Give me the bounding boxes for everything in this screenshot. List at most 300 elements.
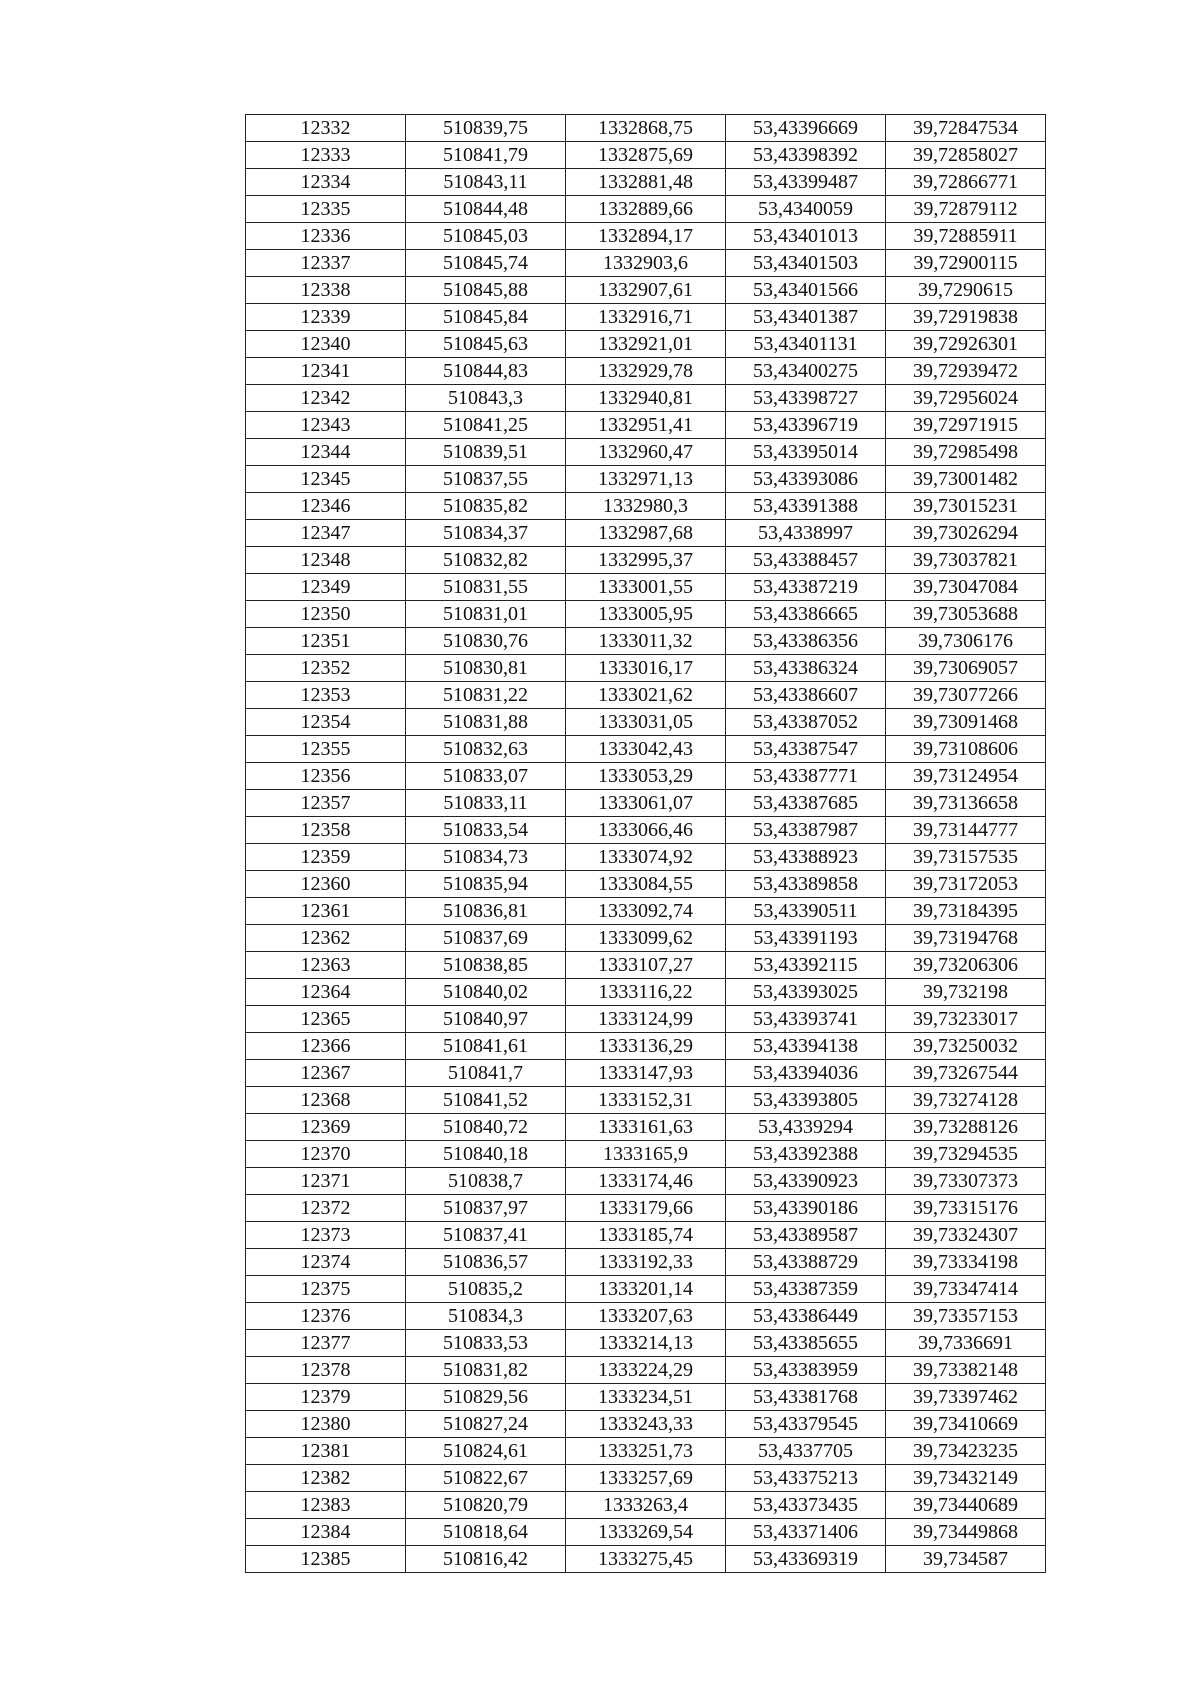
point-number-cell: 12338 [246,277,406,304]
point-number-cell: 12350 [246,601,406,628]
point-number-cell: 12337 [246,250,406,277]
longitude-cell: 39,72956024 [886,385,1046,412]
x-coordinate-cell: 510841,25 [406,412,566,439]
latitude-cell: 53,43381768 [726,1384,886,1411]
latitude-cell: 53,4338997 [726,520,886,547]
latitude-cell: 53,43386356 [726,628,886,655]
longitude-cell: 39,73108606 [886,736,1046,763]
point-number-cell: 12380 [246,1411,406,1438]
y-coordinate-cell: 1332907,61 [566,277,726,304]
latitude-cell: 53,4340059 [726,196,886,223]
longitude-cell: 39,73037821 [886,547,1046,574]
x-coordinate-cell: 510834,37 [406,520,566,547]
longitude-cell: 39,734587 [886,1546,1046,1573]
y-coordinate-cell: 1333099,62 [566,925,726,952]
longitude-cell: 39,73397462 [886,1384,1046,1411]
longitude-cell: 39,73047084 [886,574,1046,601]
coordinates-table [245,114,1046,1573]
latitude-cell: 53,43388923 [726,844,886,871]
table-row [246,1249,1046,1276]
table-row [246,1114,1046,1141]
point-number-cell: 12346 [246,493,406,520]
table-row [246,196,1046,223]
y-coordinate-cell: 1333084,55 [566,871,726,898]
longitude-cell: 39,73449868 [886,1519,1046,1546]
latitude-cell: 53,4337705 [726,1438,886,1465]
point-number-cell: 12383 [246,1492,406,1519]
y-coordinate-cell: 1333116,22 [566,979,726,1006]
x-coordinate-cell: 510833,54 [406,817,566,844]
table-row [246,1384,1046,1411]
table-row [246,1087,1046,1114]
table-row [246,250,1046,277]
latitude-cell: 53,43399487 [726,169,886,196]
x-coordinate-cell: 510831,82 [406,1357,566,1384]
longitude-cell: 39,73274128 [886,1087,1046,1114]
latitude-cell: 53,43396719 [726,412,886,439]
point-number-cell: 12344 [246,439,406,466]
table-row [246,277,1046,304]
longitude-cell: 39,72858027 [886,142,1046,169]
x-coordinate-cell: 510836,57 [406,1249,566,1276]
y-coordinate-cell: 1333257,69 [566,1465,726,1492]
x-coordinate-cell: 510834,73 [406,844,566,871]
x-coordinate-cell: 510822,67 [406,1465,566,1492]
point-number-cell: 12342 [246,385,406,412]
point-number-cell: 12339 [246,304,406,331]
coordinates-table-body [246,115,1046,1573]
longitude-cell: 39,7290615 [886,277,1046,304]
x-coordinate-cell: 510827,24 [406,1411,566,1438]
table-row [246,574,1046,601]
table-row [246,1222,1046,1249]
point-number-cell: 12354 [246,709,406,736]
latitude-cell: 53,43401503 [726,250,886,277]
y-coordinate-cell: 1333179,66 [566,1195,726,1222]
table-row [246,547,1046,574]
longitude-cell: 39,7336691 [886,1330,1046,1357]
longitude-cell: 39,73184395 [886,898,1046,925]
latitude-cell: 53,43386665 [726,601,886,628]
y-coordinate-cell: 1333016,17 [566,655,726,682]
point-number-cell: 12340 [246,331,406,358]
table-row [246,601,1046,628]
longitude-cell: 39,73053688 [886,601,1046,628]
y-coordinate-cell: 1333161,63 [566,1114,726,1141]
point-number-cell: 12348 [246,547,406,574]
table-row [246,655,1046,682]
table-row [246,1357,1046,1384]
longitude-cell: 39,72939472 [886,358,1046,385]
point-number-cell: 12335 [246,196,406,223]
latitude-cell: 53,43398727 [726,385,886,412]
longitude-cell: 39,73307373 [886,1168,1046,1195]
x-coordinate-cell: 510835,94 [406,871,566,898]
x-coordinate-cell: 510836,81 [406,898,566,925]
y-coordinate-cell: 1333005,95 [566,601,726,628]
y-coordinate-cell: 1333243,33 [566,1411,726,1438]
point-number-cell: 12378 [246,1357,406,1384]
x-coordinate-cell: 510831,55 [406,574,566,601]
longitude-cell: 39,72919838 [886,304,1046,331]
table-row [246,466,1046,493]
y-coordinate-cell: 1333275,45 [566,1546,726,1573]
y-coordinate-cell: 1332868,75 [566,115,726,142]
table-row [246,385,1046,412]
table-row [246,1330,1046,1357]
x-coordinate-cell: 510837,41 [406,1222,566,1249]
longitude-cell: 39,72926301 [886,331,1046,358]
latitude-cell: 53,43396669 [726,115,886,142]
y-coordinate-cell: 1333234,51 [566,1384,726,1411]
point-number-cell: 12384 [246,1519,406,1546]
x-coordinate-cell: 510816,42 [406,1546,566,1573]
point-number-cell: 12367 [246,1060,406,1087]
y-coordinate-cell: 1333124,99 [566,1006,726,1033]
table-row [246,925,1046,952]
table-row [246,1411,1046,1438]
y-coordinate-cell: 1333053,29 [566,763,726,790]
latitude-cell: 53,43394138 [726,1033,886,1060]
x-coordinate-cell: 510833,07 [406,763,566,790]
longitude-cell: 39,73026294 [886,520,1046,547]
table-row [246,790,1046,817]
longitude-cell: 39,73172053 [886,871,1046,898]
y-coordinate-cell: 1333207,63 [566,1303,726,1330]
latitude-cell: 53,43391388 [726,493,886,520]
y-coordinate-cell: 1333107,27 [566,952,726,979]
point-number-cell: 12347 [246,520,406,547]
x-coordinate-cell: 510841,79 [406,142,566,169]
point-number-cell: 12356 [246,763,406,790]
y-coordinate-cell: 1333263,4 [566,1492,726,1519]
latitude-cell: 53,43400275 [726,358,886,385]
point-number-cell: 12372 [246,1195,406,1222]
latitude-cell: 53,43386324 [726,655,886,682]
point-number-cell: 12375 [246,1276,406,1303]
x-coordinate-cell: 510845,74 [406,250,566,277]
x-coordinate-cell: 510839,51 [406,439,566,466]
latitude-cell: 53,43388457 [726,547,886,574]
point-number-cell: 12360 [246,871,406,898]
latitude-cell: 53,43393741 [726,1006,886,1033]
x-coordinate-cell: 510818,64 [406,1519,566,1546]
x-coordinate-cell: 510841,61 [406,1033,566,1060]
longitude-cell: 39,73288126 [886,1114,1046,1141]
y-coordinate-cell: 1333021,62 [566,682,726,709]
latitude-cell: 53,43398392 [726,142,886,169]
y-coordinate-cell: 1332916,71 [566,304,726,331]
y-coordinate-cell: 1333152,31 [566,1087,726,1114]
table-row [246,1438,1046,1465]
table-row [246,1465,1046,1492]
table-row [246,1492,1046,1519]
table-row [246,979,1046,1006]
latitude-cell: 53,43371406 [726,1519,886,1546]
longitude-cell: 39,72847534 [886,115,1046,142]
table-row [246,1519,1046,1546]
y-coordinate-cell: 1333214,13 [566,1330,726,1357]
table-row [246,439,1046,466]
point-number-cell: 12353 [246,682,406,709]
y-coordinate-cell: 1332881,48 [566,169,726,196]
point-number-cell: 12368 [246,1087,406,1114]
longitude-cell: 39,73091468 [886,709,1046,736]
x-coordinate-cell: 510845,03 [406,223,566,250]
longitude-cell: 39,73315176 [886,1195,1046,1222]
table-row [246,736,1046,763]
longitude-cell: 39,72879112 [886,196,1046,223]
point-number-cell: 12343 [246,412,406,439]
latitude-cell: 53,43394036 [726,1060,886,1087]
latitude-cell: 53,43389858 [726,871,886,898]
table-row [246,1141,1046,1168]
table-row [246,817,1046,844]
table-row [246,520,1046,547]
latitude-cell: 53,43401387 [726,304,886,331]
latitude-cell: 53,43387771 [726,763,886,790]
longitude-cell: 39,72971915 [886,412,1046,439]
point-number-cell: 12381 [246,1438,406,1465]
y-coordinate-cell: 1333192,33 [566,1249,726,1276]
y-coordinate-cell: 1332889,66 [566,196,726,223]
table-row [246,871,1046,898]
point-number-cell: 12365 [246,1006,406,1033]
y-coordinate-cell: 1332980,3 [566,493,726,520]
table-row [246,358,1046,385]
longitude-cell: 39,73136658 [886,790,1046,817]
y-coordinate-cell: 1333011,32 [566,628,726,655]
table-row [246,1168,1046,1195]
y-coordinate-cell: 1333269,54 [566,1519,726,1546]
point-number-cell: 12371 [246,1168,406,1195]
point-number-cell: 12334 [246,169,406,196]
table-row [246,709,1046,736]
point-number-cell: 12333 [246,142,406,169]
y-coordinate-cell: 1333092,74 [566,898,726,925]
point-number-cell: 12374 [246,1249,406,1276]
y-coordinate-cell: 1333224,29 [566,1357,726,1384]
longitude-cell: 39,72985498 [886,439,1046,466]
latitude-cell: 53,43385655 [726,1330,886,1357]
x-coordinate-cell: 510844,83 [406,358,566,385]
latitude-cell: 53,43387685 [726,790,886,817]
y-coordinate-cell: 1332987,68 [566,520,726,547]
point-number-cell: 12357 [246,790,406,817]
x-coordinate-cell: 510830,76 [406,628,566,655]
x-coordinate-cell: 510832,63 [406,736,566,763]
longitude-cell: 39,73440689 [886,1492,1046,1519]
y-coordinate-cell: 1333001,55 [566,574,726,601]
latitude-cell: 53,43390923 [726,1168,886,1195]
y-coordinate-cell: 1333042,43 [566,736,726,763]
table-row [246,1546,1046,1573]
point-number-cell: 12385 [246,1546,406,1573]
x-coordinate-cell: 510840,18 [406,1141,566,1168]
y-coordinate-cell: 1332875,69 [566,142,726,169]
latitude-cell: 53,43392388 [726,1141,886,1168]
point-number-cell: 12361 [246,898,406,925]
table-row [246,142,1046,169]
longitude-cell: 39,73267544 [886,1060,1046,1087]
latitude-cell: 53,43387359 [726,1276,886,1303]
latitude-cell: 53,43369319 [726,1546,886,1573]
latitude-cell: 53,43401566 [726,277,886,304]
latitude-cell: 53,43390186 [726,1195,886,1222]
latitude-cell: 53,43387987 [726,817,886,844]
point-number-cell: 12351 [246,628,406,655]
x-coordinate-cell: 510845,63 [406,331,566,358]
x-coordinate-cell: 510838,85 [406,952,566,979]
longitude-cell: 39,73250032 [886,1033,1046,1060]
longitude-cell: 39,73357153 [886,1303,1046,1330]
y-coordinate-cell: 1333165,9 [566,1141,726,1168]
y-coordinate-cell: 1333201,14 [566,1276,726,1303]
longitude-cell: 39,73382148 [886,1357,1046,1384]
point-number-cell: 12377 [246,1330,406,1357]
x-coordinate-cell: 510843,11 [406,169,566,196]
x-coordinate-cell: 510841,7 [406,1060,566,1087]
latitude-cell: 53,43389587 [726,1222,886,1249]
latitude-cell: 53,43373435 [726,1492,886,1519]
x-coordinate-cell: 510824,61 [406,1438,566,1465]
point-number-cell: 12366 [246,1033,406,1060]
y-coordinate-cell: 1332929,78 [566,358,726,385]
point-number-cell: 12352 [246,655,406,682]
x-coordinate-cell: 510837,55 [406,466,566,493]
x-coordinate-cell: 510831,01 [406,601,566,628]
y-coordinate-cell: 1333136,29 [566,1033,726,1060]
y-coordinate-cell: 1333185,74 [566,1222,726,1249]
point-number-cell: 12379 [246,1384,406,1411]
point-number-cell: 12373 [246,1222,406,1249]
point-number-cell: 12376 [246,1303,406,1330]
longitude-cell: 39,73001482 [886,466,1046,493]
table-row [246,952,1046,979]
point-number-cell: 12358 [246,817,406,844]
point-number-cell: 12349 [246,574,406,601]
latitude-cell: 53,43386449 [726,1303,886,1330]
table-row [246,1303,1046,1330]
x-coordinate-cell: 510840,02 [406,979,566,1006]
x-coordinate-cell: 510845,84 [406,304,566,331]
y-coordinate-cell: 1333061,07 [566,790,726,817]
x-coordinate-cell: 510839,75 [406,115,566,142]
longitude-cell: 39,73144777 [886,817,1046,844]
y-coordinate-cell: 1333031,05 [566,709,726,736]
point-number-cell: 12359 [246,844,406,871]
latitude-cell: 53,43393086 [726,466,886,493]
latitude-cell: 53,43375213 [726,1465,886,1492]
y-coordinate-cell: 1333074,92 [566,844,726,871]
y-coordinate-cell: 1333251,73 [566,1438,726,1465]
longitude-cell: 39,73347414 [886,1276,1046,1303]
latitude-cell: 53,43393805 [726,1087,886,1114]
latitude-cell: 53,43379545 [726,1411,886,1438]
y-coordinate-cell: 1333174,46 [566,1168,726,1195]
latitude-cell: 53,43395014 [726,439,886,466]
table-row [246,304,1046,331]
y-coordinate-cell: 1332971,13 [566,466,726,493]
x-coordinate-cell: 510831,88 [406,709,566,736]
point-number-cell: 12364 [246,979,406,1006]
point-number-cell: 12332 [246,115,406,142]
point-number-cell: 12345 [246,466,406,493]
x-coordinate-cell: 510833,53 [406,1330,566,1357]
longitude-cell: 39,73157535 [886,844,1046,871]
longitude-cell: 39,73015231 [886,493,1046,520]
longitude-cell: 39,73077266 [886,682,1046,709]
x-coordinate-cell: 510835,82 [406,493,566,520]
x-coordinate-cell: 510831,22 [406,682,566,709]
y-coordinate-cell: 1332903,6 [566,250,726,277]
table-row [246,493,1046,520]
longitude-cell: 39,73124954 [886,763,1046,790]
table-row [246,331,1046,358]
point-number-cell: 12341 [246,358,406,385]
point-number-cell: 12363 [246,952,406,979]
longitude-cell: 39,73432149 [886,1465,1046,1492]
x-coordinate-cell: 510845,88 [406,277,566,304]
longitude-cell: 39,7306176 [886,628,1046,655]
longitude-cell: 39,73423235 [886,1438,1046,1465]
x-coordinate-cell: 510844,48 [406,196,566,223]
longitude-cell: 39,72885911 [886,223,1046,250]
latitude-cell: 53,43388729 [726,1249,886,1276]
x-coordinate-cell: 510834,3 [406,1303,566,1330]
longitude-cell: 39,73206306 [886,952,1046,979]
longitude-cell: 39,732198 [886,979,1046,1006]
table-row [246,223,1046,250]
x-coordinate-cell: 510829,56 [406,1384,566,1411]
x-coordinate-cell: 510833,11 [406,790,566,817]
longitude-cell: 39,73069057 [886,655,1046,682]
x-coordinate-cell: 510830,81 [406,655,566,682]
table-row [246,628,1046,655]
table-row [246,763,1046,790]
x-coordinate-cell: 510838,7 [406,1168,566,1195]
point-number-cell: 12370 [246,1141,406,1168]
x-coordinate-cell: 510835,2 [406,1276,566,1303]
latitude-cell: 53,43390511 [726,898,886,925]
longitude-cell: 39,72900115 [886,250,1046,277]
y-coordinate-cell: 1332894,17 [566,223,726,250]
latitude-cell: 53,4339294 [726,1114,886,1141]
table-row [246,1033,1046,1060]
table-row [246,115,1046,142]
table-row [246,682,1046,709]
x-coordinate-cell: 510820,79 [406,1492,566,1519]
longitude-cell: 39,73194768 [886,925,1046,952]
latitude-cell: 53,43386607 [726,682,886,709]
longitude-cell: 39,73324307 [886,1222,1046,1249]
point-number-cell: 12382 [246,1465,406,1492]
x-coordinate-cell: 510840,72 [406,1114,566,1141]
y-coordinate-cell: 1333066,46 [566,817,726,844]
table-row [246,412,1046,439]
point-number-cell: 12362 [246,925,406,952]
x-coordinate-cell: 510837,69 [406,925,566,952]
latitude-cell: 53,43393025 [726,979,886,1006]
y-coordinate-cell: 1332960,47 [566,439,726,466]
latitude-cell: 53,43401131 [726,331,886,358]
latitude-cell: 53,43387052 [726,709,886,736]
table-row [246,1006,1046,1033]
longitude-cell: 39,73233017 [886,1006,1046,1033]
x-coordinate-cell: 510843,3 [406,385,566,412]
x-coordinate-cell: 510837,97 [406,1195,566,1222]
longitude-cell: 39,73294535 [886,1141,1046,1168]
